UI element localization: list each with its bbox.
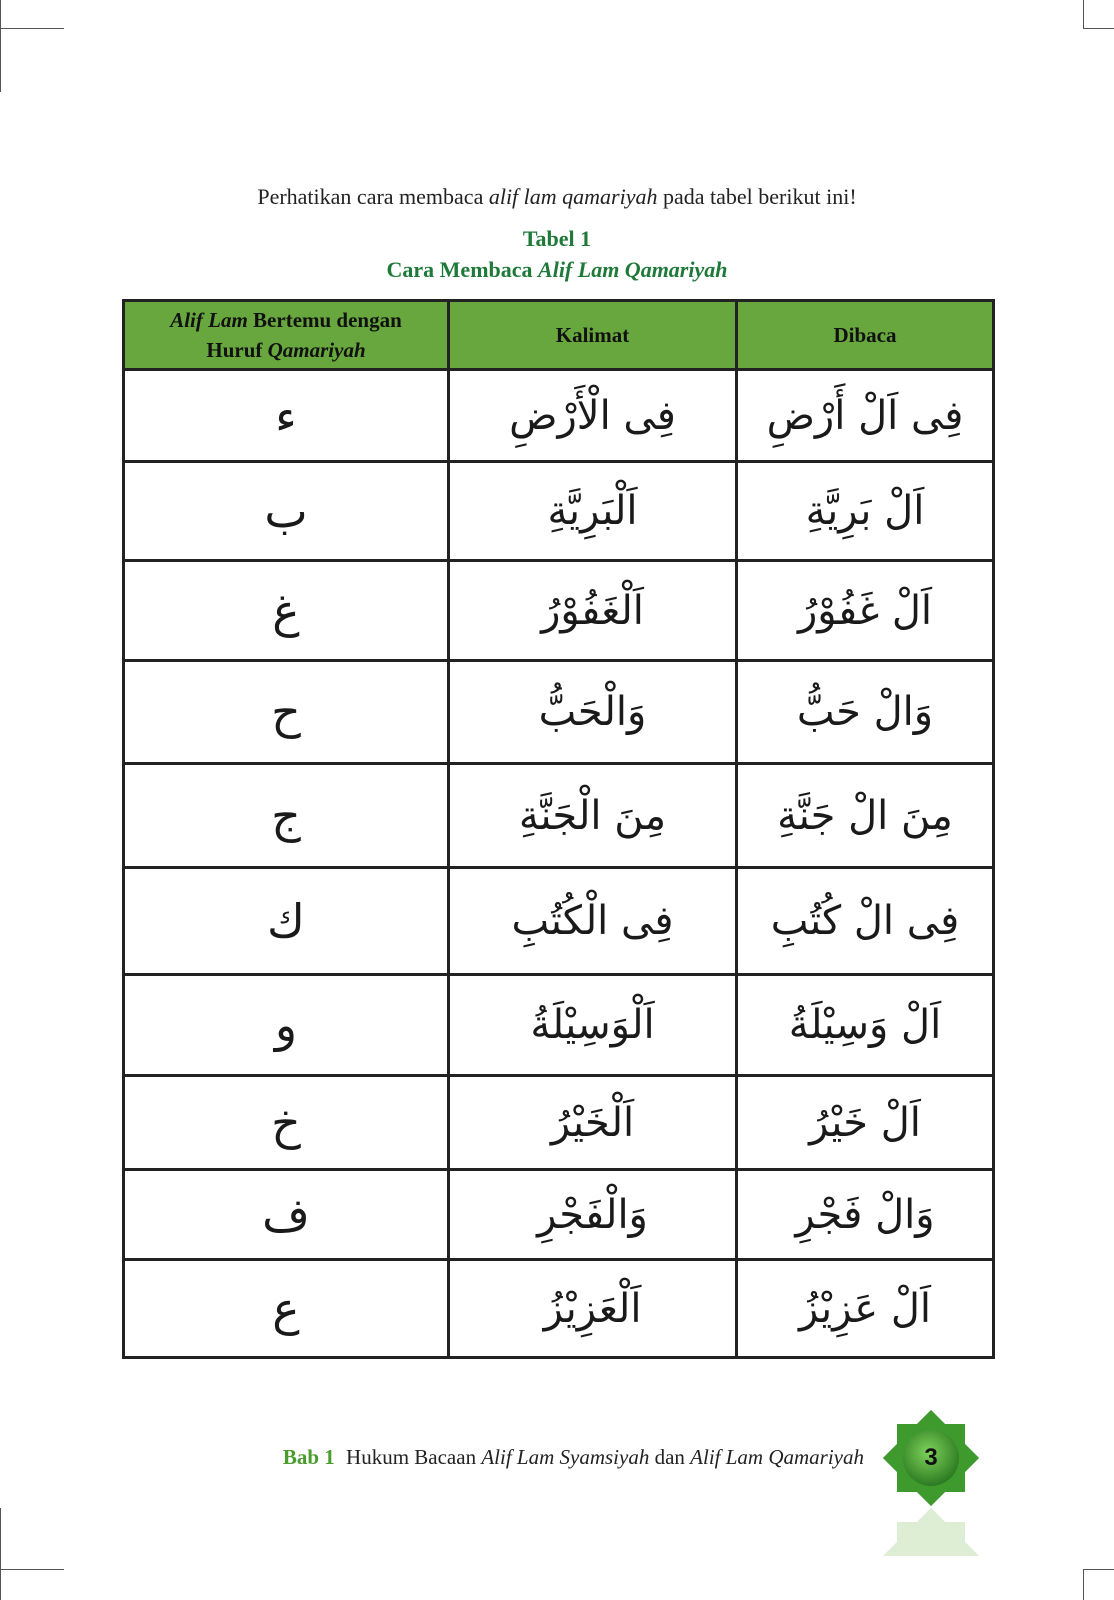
huruf-cell-text: ف [262, 1187, 310, 1242]
page-number-badge [883, 1410, 979, 1506]
kalimat-cell-text: اَلْعَزِيْزُ [543, 1285, 642, 1332]
table-row [124, 370, 994, 462]
table-row [124, 561, 994, 661]
crop-mark [1083, 1569, 1114, 1570]
huruf-cell [124, 975, 449, 1076]
table-row [124, 868, 994, 975]
header-dibaca: Dibaca [737, 301, 994, 370]
kalimat-cell [449, 462, 737, 561]
dibaca-cell-text: اَلْ عَزِيْزُ [798, 1285, 932, 1332]
badge-reflection-icon [883, 1508, 979, 1556]
crop-mark [1083, 0, 1084, 28]
dibaca-cell [737, 462, 994, 561]
badge-reflection [883, 1508, 979, 1556]
intro-text: Perhatikan cara membaca alif lam qamariyah pada tabel berikut ini! [257, 184, 857, 209]
huruf-cell [124, 561, 449, 661]
crop-mark [0, 28, 64, 29]
dibaca-cell-text: فِى الْ كُتُبِ [770, 898, 960, 944]
table-row [124, 462, 994, 561]
huruf-cell-text: ب [264, 484, 308, 538]
kalimat-cell-text: اَلْغَفُوْرُ [541, 587, 644, 634]
dibaca-cell-text: مِنَ الْ جَنَّةِ [777, 792, 953, 839]
huruf-cell-text: و [274, 998, 298, 1052]
header-kalimat: Kalimat [449, 301, 737, 370]
kalimat-cell-text: اَلْخَيْرُ [550, 1099, 635, 1146]
crop-mark [0, 1569, 64, 1570]
dibaca-cell [737, 975, 994, 1076]
kalimat-cell-text: مِنَ الْجَنَّةِ [518, 792, 667, 839]
huruf-cell [124, 1170, 449, 1260]
huruf-cell [124, 661, 449, 764]
kalimat-cell [449, 868, 737, 975]
kalimat-cell [449, 975, 737, 1076]
huruf-cell [124, 764, 449, 868]
table-row [124, 661, 994, 764]
dibaca-cell-text: اَلْ خَيْرُ [809, 1099, 921, 1146]
table-row [124, 1170, 994, 1260]
dibaca-cell [737, 764, 994, 868]
kalimat-cell-text: وَالْحَبُّ [538, 689, 647, 735]
kalimat-cell [449, 370, 737, 462]
kalimat-cell [449, 1170, 737, 1260]
page-number: 3 [924, 1444, 938, 1471]
dibaca-cell [737, 868, 994, 975]
huruf-cell-text: ج [271, 788, 301, 843]
crop-mark [1083, 1569, 1084, 1600]
crop-mark [1083, 28, 1114, 29]
huruf-cell [124, 868, 449, 975]
huruf-cell-text: خ [271, 1095, 301, 1150]
kalimat-cell-text: وَالْفَجْرِ [537, 1191, 648, 1238]
kalimat-cell-text: اَلْوَسِيْلَةُ [530, 1002, 655, 1048]
crop-mark [0, 1508, 1, 1600]
dibaca-cell [737, 370, 994, 462]
table-row [124, 1260, 994, 1358]
kalimat-cell [449, 661, 737, 764]
qamariyah-table [122, 299, 995, 1359]
huruf-cell-text: ع [272, 1281, 300, 1336]
huruf-cell-text: ك [267, 894, 305, 948]
dibaca-cell-text: اَلْ غَفُوْرُ [797, 587, 933, 634]
kalimat-cell [449, 561, 737, 661]
dibaca-cell-text: فِى اَلْ أَرْضِ [766, 392, 964, 439]
kalimat-cell-text: فِى الْأَرْضِ [509, 392, 676, 439]
table-caption-title: Cara Membaca Alif Lam Qamariyah [386, 257, 728, 282]
dibaca-cell [737, 1170, 994, 1260]
header-huruf: Alif Lam Bertemu dengan Huruf Qamariyah [124, 301, 449, 370]
dibaca-cell-text: وَالْ حَبُّ [796, 689, 934, 735]
dibaca-cell-text: اَلْ وَسِيْلَةُ [788, 1002, 942, 1048]
table-caption-number: Tabel 1 [522, 226, 592, 251]
table-row [124, 1076, 994, 1170]
kalimat-cell [449, 764, 737, 868]
chapter-label: Bab 1 [282, 1445, 335, 1469]
huruf-cell-text: ح [271, 685, 301, 739]
dibaca-cell [737, 661, 994, 764]
huruf-cell-text: غ [272, 583, 300, 638]
kalimat-cell-text: اَلْبَرِيَّةِ [547, 488, 638, 534]
page-footer: Bab 1 Hukum Bacaan Alif Lam Syamsiyah dan Alif Lam Qamariyah [282, 1445, 864, 1469]
huruf-cell [124, 462, 449, 561]
huruf-cell [124, 1076, 449, 1170]
huruf-cell-text: ء [275, 388, 297, 443]
kalimat-cell-text: فِى الْكُتُبِ [511, 898, 674, 944]
dibaca-cell [737, 1260, 994, 1358]
table-row [124, 764, 994, 868]
dibaca-cell [737, 561, 994, 661]
kalimat-cell [449, 1260, 737, 1358]
dibaca-cell [737, 1076, 994, 1170]
dibaca-cell-text: وَالْ فَجْرِ [795, 1191, 935, 1238]
kalimat-cell [449, 1076, 737, 1170]
huruf-cell [124, 1260, 449, 1358]
crop-mark [0, 0, 1, 92]
dibaca-cell-text: اَلْ بَرِيَّةِ [805, 488, 925, 534]
huruf-cell [124, 370, 449, 462]
table-header-row [124, 301, 994, 370]
table-row [124, 975, 994, 1076]
